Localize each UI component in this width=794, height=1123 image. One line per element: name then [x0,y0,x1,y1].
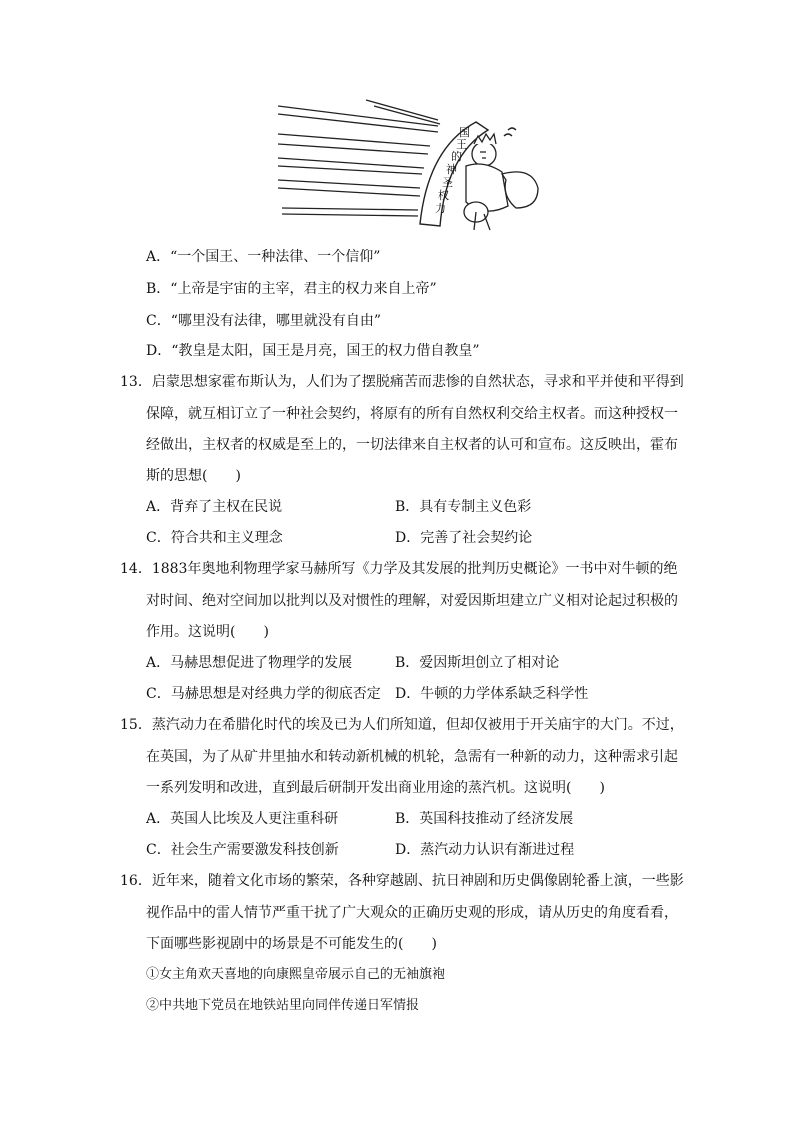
arc-char: 国 [459,127,470,139]
q16-stem-line: 下面哪些影视剧中的场景是不可能发生的( ) [146,936,437,952]
q16-stem-line: 视作品中的雷人情节严重干扰了广大观众的正确历史观的形成，请从历史的角度看看， [146,905,678,921]
q13-stem-line: 13．启蒙思想家霍布斯认为，人们为了摆脱痛苦而悲惨的自然状态，寻求和平并使和平得到 [120,374,684,390]
q12-option-c: C．“哪里没有法律，哪里就没有自由” [146,313,382,329]
q15-option-d: D．蒸汽动力认识有渐进过程 [395,842,575,858]
q15-option-c: C．社会生产需要激发科技创新 [146,842,339,858]
q15-option-a: A．英国人比埃及人更注重科研 [146,811,339,827]
q16-stem-line: 16．近年来，随着文化市场的繁荣，各种穿越剧、抗日神剧和历史偶像剧轮番上演，一些影 [120,873,684,889]
arc-char: 王 [456,139,467,151]
q12-option-d: D．“教皇是太阳，国王是月亮，国王的权力借自教皇” [146,343,480,359]
q16-item-2: ②中共地下党员在地铁站里向同伴传递日军情报 [146,998,420,1013]
q15-stem-line: 一系列发明和改进，直到最后研制开发出商业用途的蒸汽机。这说明( ) [146,780,605,796]
q15-option-b: B．英国科技推动了经济发展 [395,811,574,827]
q13-option-a: A．背弃了主权在民说 [146,499,283,515]
q14-option-a: A．马赫思想促进了物理学的发展 [146,655,353,671]
q14-stem-line: 作用。这说明( ) [146,624,269,640]
q14-option-d: D．牛顿的力学体系缺乏科学性 [395,686,589,702]
arc-char: 力 [435,203,446,215]
q13-option-b: B．具有专制主义色彩 [395,499,532,515]
arc-char: 的 [451,151,462,163]
q14-stem-line: 14．1883年奥地利物理学家马赫所写《力学及其发展的批判历史概论》一书中对牛顿的绝 [120,561,678,577]
arc-char: 权 [438,190,449,202]
q12-option-b: B．“上帝是宇宙的主宰，君主的权力来自上帝” [146,281,437,297]
q12-option-a: A．“一个国王、一种法律、一个信仰” [146,249,381,265]
q16-item-1: ①女主角欢天喜地的向康熙皇帝展示自己的无袖旗袍 [146,967,446,982]
q15-stem-line: 15．蒸汽动力在希腊化时代的埃及已为人们所知道，但却仅被用于开关庙宇的大门。不过， [120,717,684,733]
light-rays [278,100,440,216]
q14-option-b: B．爱因斯坦创立了相对论 [395,655,560,671]
q13-stem-line: 斯的思想( ) [146,468,241,484]
q13-stem-line: 保障，就互相订立了一种社会契约，将原有的所有自然权利交给主权者。而这种授权一 [146,406,678,422]
q14-option-c: C．马赫思想是对经典力学的彻底否定 [146,686,381,702]
q13-stem-line: 经做出，主权者的权威是至上的，一切法律来自主权者的认可和宣布。这反映出，霍布 [146,437,678,453]
q13-option-d: D．完善了社会契约论 [395,530,533,546]
q14-stem-line: 对时间、绝对空间加以批判以及对惯性的理解，对爱因斯坦建立广义相对论起过积极的 [146,593,678,609]
arc-char: 圣 [442,177,453,189]
q15-stem-line: 在英国，为了从矿井里抽水和转动新机械的机轮，急需有一种新的动力，这种需求引起 [146,749,678,765]
king-figure [464,128,538,230]
cartoon-illustration [270,96,550,238]
q13-option-c: C．符合共和主义理念 [146,530,283,546]
arc-char: 神 [446,164,457,176]
